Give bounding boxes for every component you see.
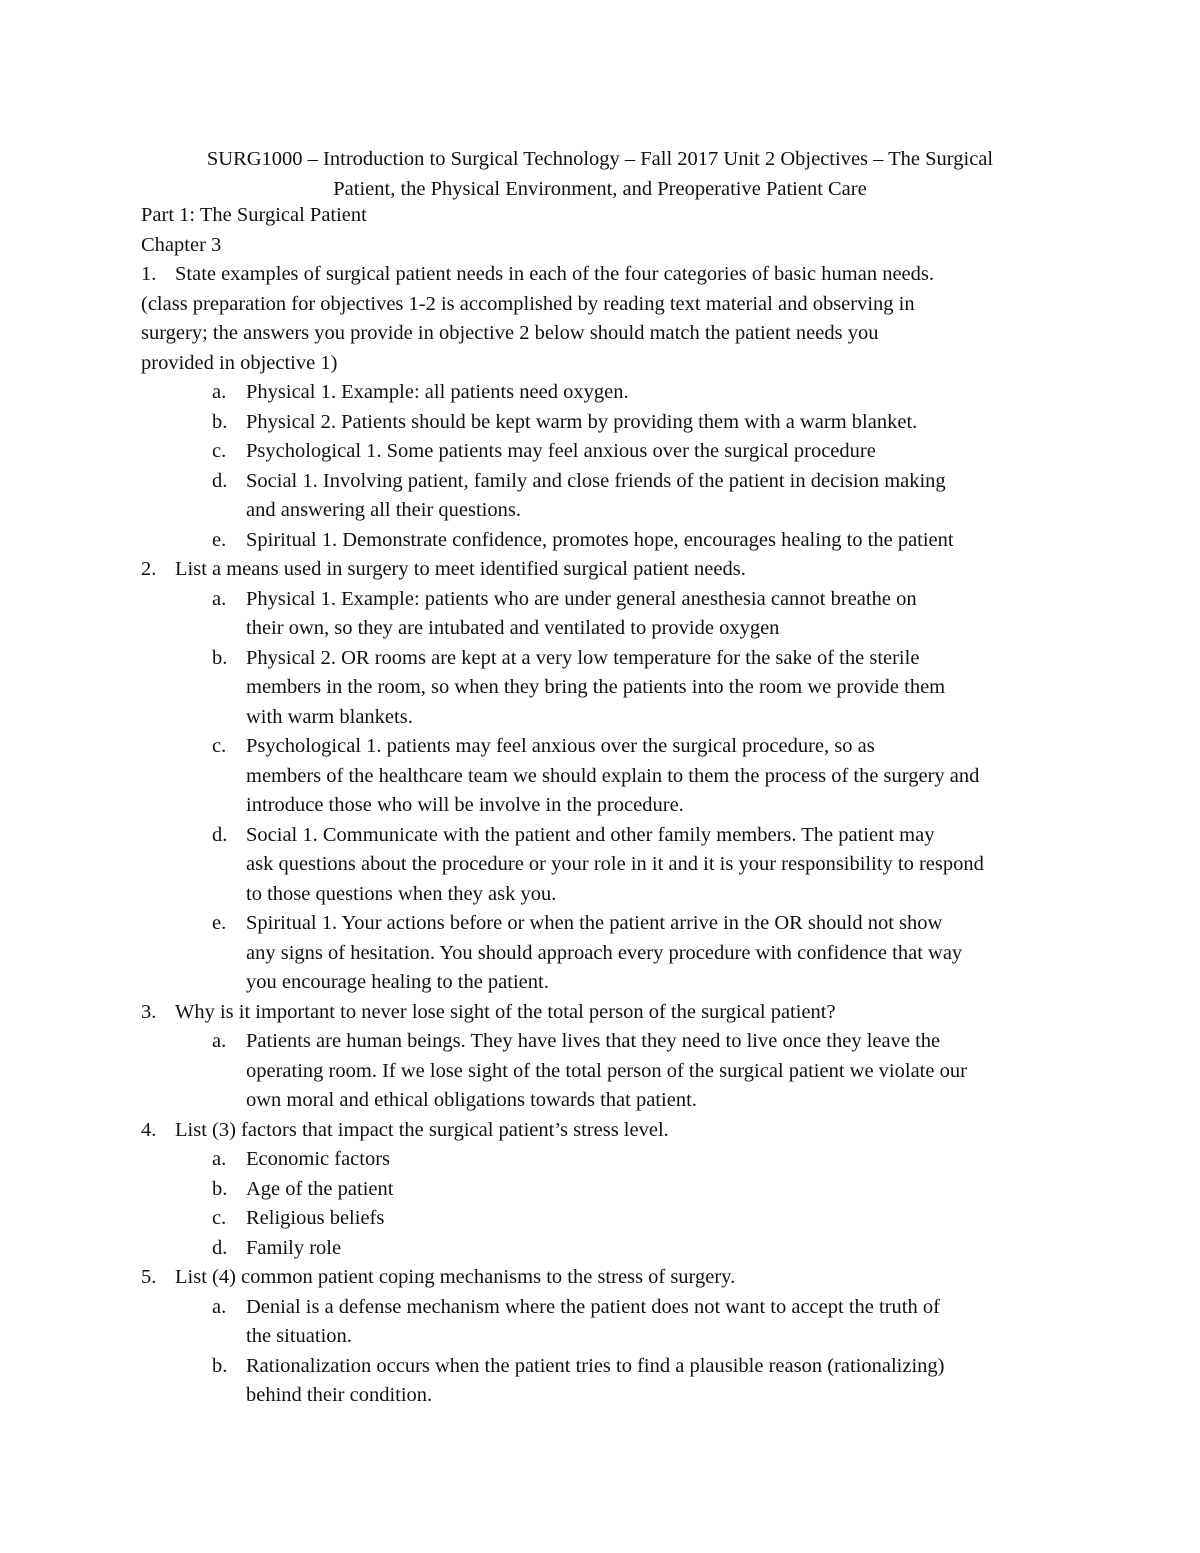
answer-text-line: Rationalization occurs when the patient tries to find a plausible reason (rationalizing): [246, 1354, 945, 1377]
answer-item: [141, 585, 1066, 644]
objective-note-line: (class preparation for objectives 1-2 is accomplished by reading text material and observing in: [141, 292, 915, 315]
document-body: [141, 201, 1066, 1411]
answer-label: b.: [212, 410, 228, 433]
objective-number: 1.: [141, 263, 157, 285]
answer-label: c.: [212, 440, 227, 462]
answer-text-line: Age of the patient: [246, 1177, 394, 1200]
answer-label: c.: [212, 735, 227, 757]
answer-text-line: Spiritual 1. Demonstrate confidence, promotes hope, encourages healing to the patient: [246, 528, 954, 551]
answer-text-line: Physical 1. Example: patients who are under general anesthesia cannot breathe on: [246, 587, 917, 610]
objective-question: [141, 998, 1066, 1028]
answer-text-line: own moral and ethical obligations towards that patient.: [246, 1089, 697, 1111]
answer-text-line: introduce those who will be involve in the procedure.: [246, 794, 684, 816]
chapter-heading: Chapter 3: [141, 233, 222, 256]
answer-item: [141, 1234, 1066, 1264]
answer-text-line: Economic factors: [246, 1148, 391, 1170]
answer-text-line: Denial is a defense mechanism where the patient does not want to accept the truth of: [246, 1295, 940, 1318]
answer-text-line: and answering all their questions.: [246, 499, 521, 521]
answer-item: [141, 1027, 1066, 1116]
objective-question: [141, 1263, 1066, 1293]
answer-text-line: Psychological 1. Some patients may feel anxious over the surgical procedure: [246, 440, 876, 462]
answer-text-line: Family role: [246, 1236, 342, 1259]
answer-label: d.: [212, 469, 228, 492]
objective-1: [141, 260, 1066, 555]
answer-text-line: with warm blankets.: [246, 705, 413, 728]
answer-label: d.: [212, 823, 228, 846]
objective-number: 4.: [141, 1118, 157, 1141]
answer-text-line: Spiritual 1. Your actions before or when the patient arrive in the OR should not show: [246, 912, 943, 934]
answer-label: b.: [212, 1177, 228, 1200]
objective-3: [141, 998, 1066, 1116]
answer-label: e.: [212, 528, 227, 551]
answer-text-line: to those questions when they ask you.: [246, 882, 557, 905]
objective-question: [141, 1116, 1066, 1146]
answer-item: [141, 1145, 1066, 1175]
answer-label: a.: [212, 587, 227, 610]
part-heading: Part 1: The Surgical Patient: [141, 204, 367, 226]
answer-text-line: behind their condition.: [246, 1384, 433, 1406]
objective-2: [141, 555, 1066, 998]
answer-text-line: members in the room, so when they bring the patients into the room we provide them: [246, 676, 946, 698]
answer-text-line: ask questions about the procedure or your role in it and it is your responsibility to respond: [246, 853, 984, 875]
objective-5: [141, 1263, 1066, 1411]
answer-item: [141, 526, 1066, 556]
objective-note-line: provided in objective 1): [141, 351, 338, 374]
answer-label: a.: [212, 381, 227, 403]
objective-text-line: Why is it important to never lose sight of the total person of the surgical patient?: [175, 1000, 836, 1023]
answer-item: [141, 467, 1066, 526]
objective-text-line: List a means used in surgery to meet identified surgical patient needs.: [175, 558, 746, 580]
answer-item: [141, 1293, 1066, 1352]
answer-text-line: Psychological 1. patients may feel anxious over the surgical procedure, so as: [246, 735, 875, 757]
answer-item: [141, 644, 1066, 733]
answer-text-line: you encourage healing to the patient.: [246, 971, 549, 993]
answer-item: [141, 909, 1066, 998]
document-title: [140, 145, 1060, 204]
answer-label: d.: [212, 1236, 228, 1259]
answer-text-line: Social 1. Involving patient, family and close friends of the patient in decision making: [246, 469, 946, 492]
answer-label: a.: [212, 1148, 227, 1170]
answer-item: [141, 1175, 1066, 1205]
answer-text-line: members of the healthcare team we should explain to them the process of the surgery and: [246, 764, 980, 787]
objective-note-line: surgery; the answers you provide in objective 2 below should match the patient needs you: [141, 322, 879, 344]
answer-text-line: Religious beliefs: [246, 1207, 385, 1229]
answer-text-line: Social 1. Communicate with the patient and other family members. The patient may: [246, 823, 935, 846]
answer-item: [141, 1204, 1066, 1234]
answer-item: [141, 408, 1066, 438]
answer-label: e.: [212, 912, 227, 934]
answer-text-line: Physical 1. Example: all patients need oxygen.: [246, 381, 629, 403]
answer-text-line: Physical 2. Patients should be kept warm by providing them with a warm blanket.: [246, 410, 918, 433]
objective-4: [141, 1116, 1066, 1264]
answer-item: [141, 821, 1066, 910]
answer-text-line: Patients are human beings. They have lives that they need to live once they leave the: [246, 1030, 941, 1052]
objective-text-line: List (4) common patient coping mechanisms to the stress of surgery.: [175, 1266, 736, 1288]
answer-text-line: Physical 2. OR rooms are kept at a very low temperature for the sake of the sterile: [246, 646, 920, 669]
title-line-2: Patient, the Physical Environment, and Preoperative Patient Care: [333, 177, 867, 200]
answer-label: a.: [212, 1030, 227, 1052]
objective-text-line: List (3) factors that impact the surgical patient’s stress level.: [175, 1118, 669, 1141]
answer-item: [141, 1352, 1066, 1411]
answer-label: b.: [212, 646, 228, 669]
answer-label: a.: [212, 1295, 227, 1318]
objective-question: [141, 260, 1066, 290]
objective-number: 2.: [141, 558, 157, 580]
objective-number: 3.: [141, 1000, 157, 1023]
answer-text-line: operating room. If we lose sight of the total person of the surgical patient we violate our: [246, 1059, 967, 1082]
title-line-1: SURG1000 – Introduction to Surgical Technology – Fall 2017 Unit 2 Objectives – The Surgical: [206, 148, 994, 170]
objective-text-line: State examples of surgical patient needs in each of the four categories of basic human needs.: [175, 263, 934, 285]
answer-text-line: the situation.: [246, 1325, 352, 1347]
answer-label: c.: [212, 1207, 227, 1229]
answer-item: [141, 378, 1066, 408]
answer-text-line: their own, so they are intubated and ventilated to provide oxygen: [246, 617, 780, 639]
objective-question: [141, 555, 1066, 585]
objective-number: 5.: [141, 1266, 157, 1288]
answer-text-line: any signs of hesitation. You should approach every procedure with confidence that way: [246, 941, 963, 964]
answer-label: b.: [212, 1354, 228, 1377]
answer-item: [141, 437, 1066, 467]
answer-item: [141, 732, 1066, 821]
